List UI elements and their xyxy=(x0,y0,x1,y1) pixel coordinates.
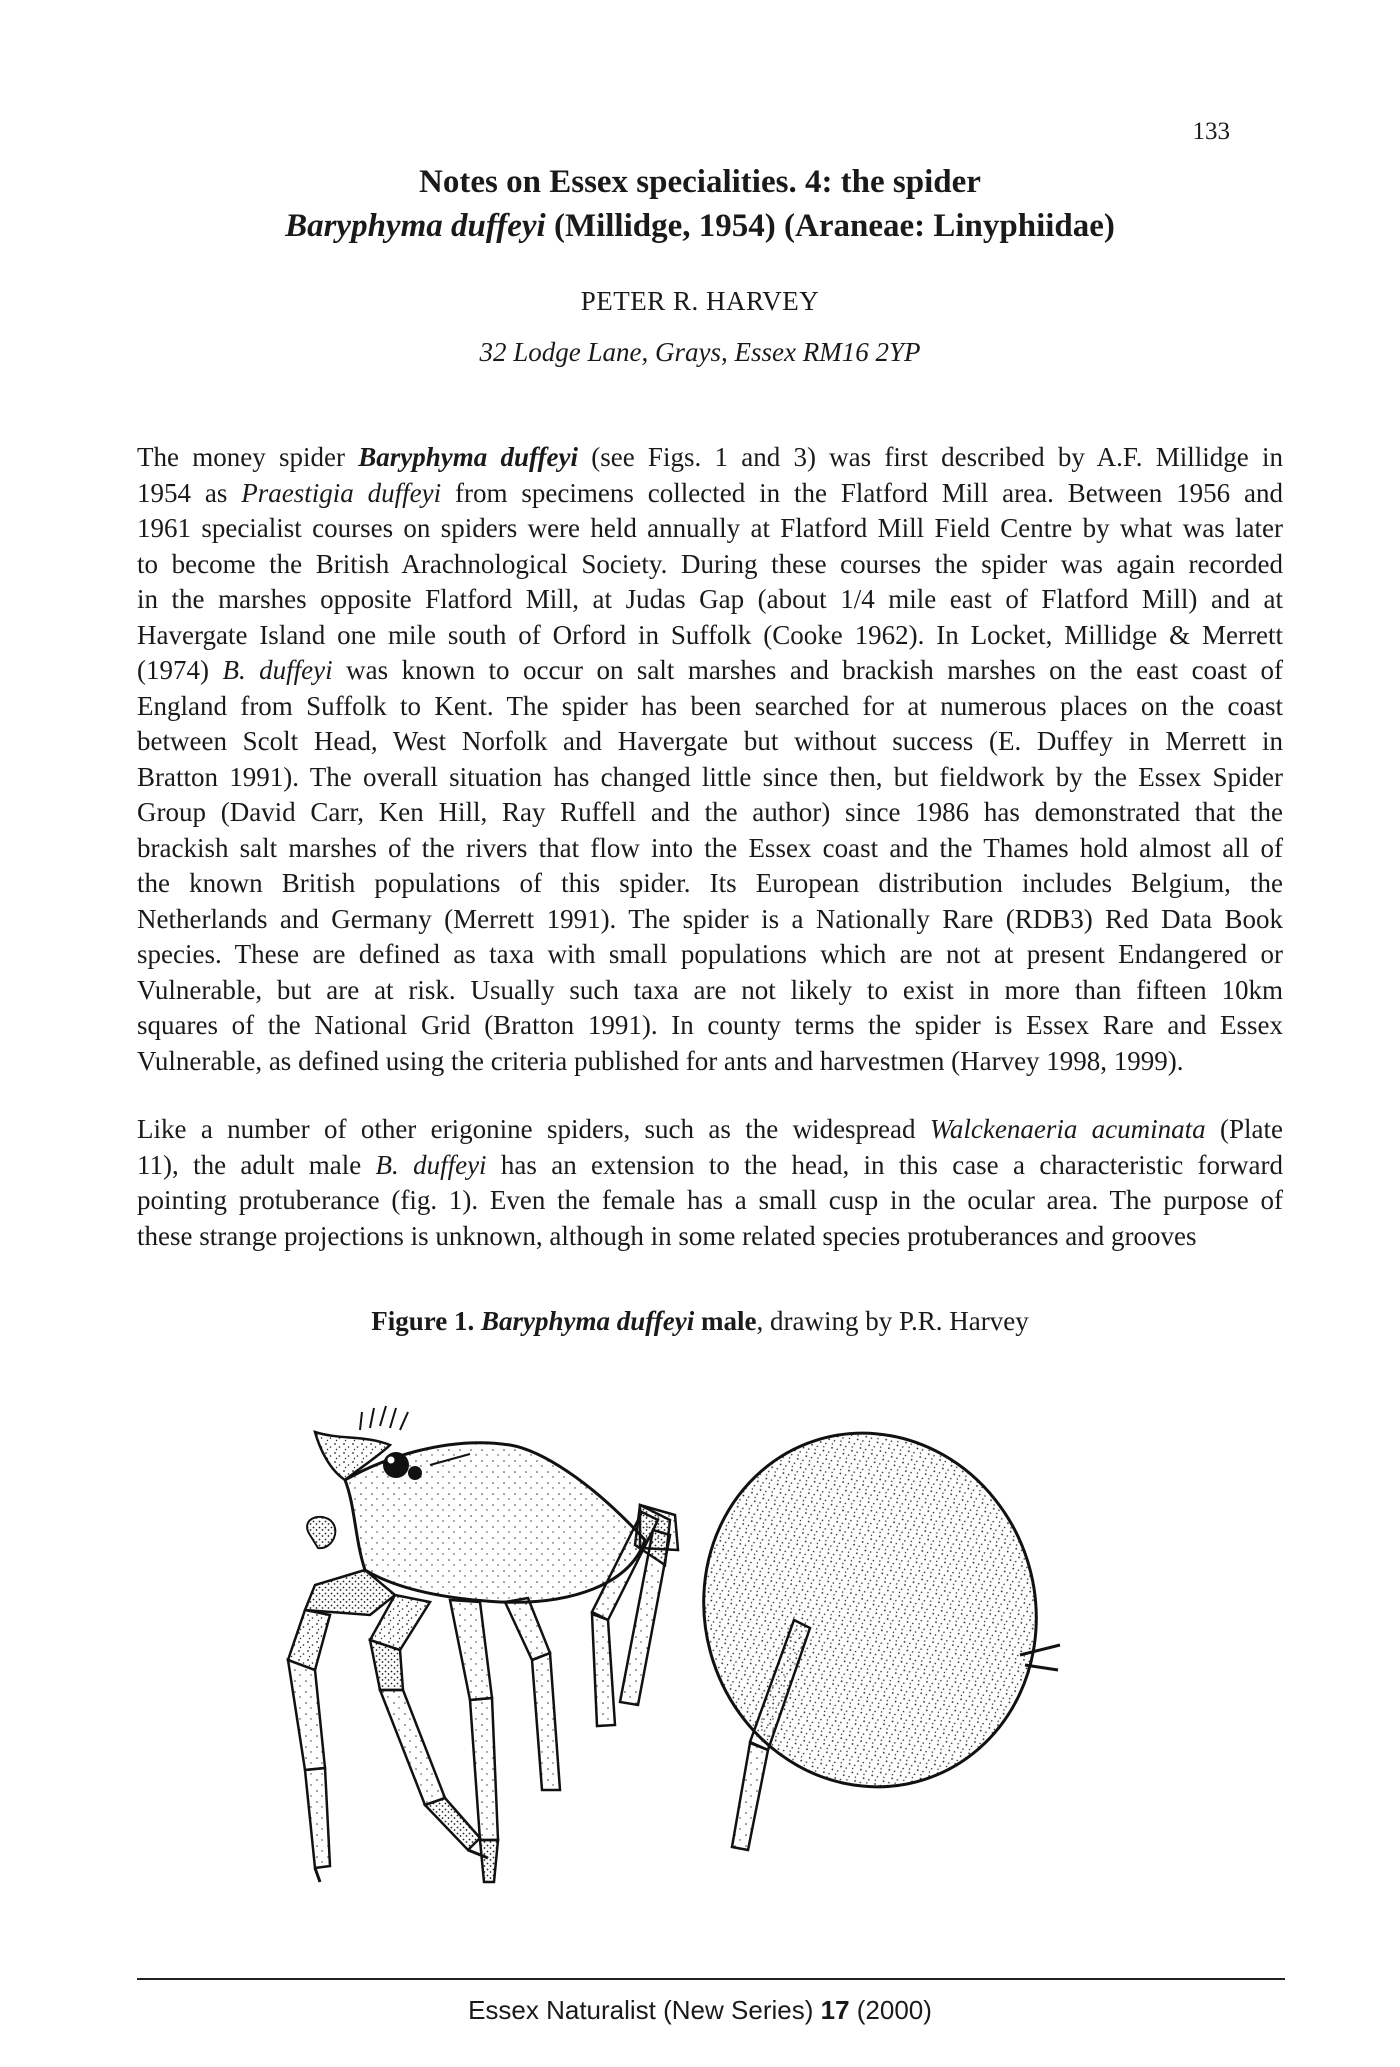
species-name: Baryphyma duffeyi xyxy=(358,442,578,472)
journal-name: Essex Naturalist (New Series) xyxy=(468,1995,821,2025)
text-line xyxy=(137,1148,1283,1184)
title-line-1: Notes on Essex specialities. 4: the spider xyxy=(419,164,981,200)
page-number: 133 xyxy=(1192,118,1230,145)
title-line-2 xyxy=(0,204,1400,248)
text-line xyxy=(137,1112,1283,1148)
spider-illustration xyxy=(270,1370,1170,1910)
species-name: Praestigia duffeyi xyxy=(241,477,442,508)
text-segment: Vulnerable, but are at risk. Usually such taxa are not likely to exist in more than fifteen 10km xyxy=(137,974,1283,1005)
title-authority: (Millidge, 1954) (Araneae: Linyphiidae) xyxy=(545,208,1115,244)
text-line xyxy=(137,724,1283,760)
caption-sex: male xyxy=(694,1306,757,1336)
text-line xyxy=(137,1008,1283,1044)
text-line xyxy=(137,582,1283,618)
text-segment: Vulnerable, as defined using the criteria published for ants and harvestmen (Harvey 1998, 1999). xyxy=(137,1045,1184,1076)
article-header xyxy=(0,160,1400,368)
caption-species: Baryphyma duffeyi xyxy=(481,1306,695,1336)
text-segment: The money spider xyxy=(137,442,359,472)
author-address: 32 Lodge Lane, Grays, Essex RM16 2YP xyxy=(479,337,921,367)
text-segment: England from Suffolk to Kent. The spider has been searched for at numerous places on the coast xyxy=(137,690,1283,721)
caption-label: Figure 1. xyxy=(371,1306,475,1336)
text-segment: 11), the adult male xyxy=(137,1149,376,1180)
text-segment: Netherlands and Germany (Merrett 1991). The spider is a Nationally Rare (RDB3) Red Data Book xyxy=(137,903,1283,934)
text-segment: in the marshes opposite Flatford Mill, at Judas Gap (about 1/4 mile east of Flatford Mill) and at xyxy=(137,584,1283,614)
text-segment: 1954 as xyxy=(137,477,242,508)
journal-year: (2000) xyxy=(849,1995,932,2025)
text-segment: (Plate xyxy=(1205,1114,1283,1144)
text-segment: Group (David Carr, Ken Hill, Ray Ruffell and the author) since 1986 has demonstrated that the xyxy=(137,797,1283,827)
text-line xyxy=(137,902,1283,938)
text-line xyxy=(137,440,1283,476)
text-segment: from specimens collected in the Flatford Mill area. Between 1956 and xyxy=(441,477,1284,508)
text-line xyxy=(137,795,1283,831)
text-line xyxy=(137,831,1283,867)
species-name: Walckenaeria acuminata xyxy=(929,1114,1206,1144)
text-segment: brackish salt marshes of the rivers that flow into the Essex coast and the Thames hold almost all of xyxy=(137,832,1283,863)
text-line xyxy=(137,760,1283,796)
journal-volume: 17 xyxy=(820,1995,850,2025)
text-line xyxy=(137,1183,1283,1219)
text-line xyxy=(137,1219,1283,1255)
text-segment: has an extension to the head, in this case a characteristic forward xyxy=(486,1149,1284,1180)
text-line xyxy=(137,618,1283,654)
species-name: B. duffeyi xyxy=(222,655,333,685)
text-segment: to become the British Arachnological Society. During these courses the spider was again recorded xyxy=(137,548,1283,579)
text-segment: Bratton 1991). The overall situation has changed little since then, but fieldwork by the Essex Spider xyxy=(137,761,1283,792)
paragraph-2 xyxy=(137,1112,1283,1254)
text-segment: (see Figs. 1 and 3) was first described by A.F. Millidge in xyxy=(577,442,1283,472)
text-segment: between Scolt Head, West Norfolk and Havergate but without success (E. Duffey in Merrett in xyxy=(137,726,1283,756)
text-line xyxy=(137,689,1283,725)
spider-abdomen xyxy=(658,1390,1082,1831)
figure-caption xyxy=(0,1306,1400,1337)
journal-footer xyxy=(0,1995,1400,2026)
text-line xyxy=(137,937,1283,973)
text-segment: the known British populations of this spider. Its European distribution includes Belgium, the xyxy=(137,868,1283,898)
text-segment: Havergate Island one mile south of Orford in Suffolk (Cooke 1962). In Locket, Millidge & Merrett xyxy=(137,619,1283,650)
text-segment: species. These are defined as taxa with small populations which are not at present Endangered or xyxy=(137,939,1283,969)
text-segment: Like a number of other erigonine spiders, such as the widespread xyxy=(137,1114,930,1144)
text-line xyxy=(137,866,1283,902)
caption-credit: , drawing by P.R. Harvey xyxy=(756,1306,1029,1336)
title-species: Baryphyma duffeyi xyxy=(285,208,546,244)
text-segment: was known to occur on salt marshes and brackish marshes on the east coast of xyxy=(332,655,1284,685)
text-line xyxy=(137,547,1283,583)
text-segment: squares of the National Grid (Bratton 1991). In county terms the spider is Essex Rare and Essex xyxy=(137,1010,1283,1040)
text-line xyxy=(137,1044,1283,1080)
text-line xyxy=(137,653,1283,689)
spider-front-legs xyxy=(288,1570,560,1882)
text-segment: pointing protuberance (fig. 1). Even the female has a small cusp in the ocular area. The purpose of xyxy=(137,1185,1283,1215)
footer-rule xyxy=(137,1978,1285,1980)
text-line xyxy=(137,511,1283,547)
paragraph-1 xyxy=(137,440,1283,1079)
text-line xyxy=(137,476,1283,512)
author-name: PETER R. HARVEY xyxy=(580,286,820,316)
text-segment: 1961 specialist courses on spiders were held annually at Flatford Mill Field Centre by what was later xyxy=(137,513,1283,543)
text-segment: (1974) xyxy=(137,655,223,685)
text-segment: these strange projections is unknown, although in some related species protuberances and grooves xyxy=(137,1220,1197,1251)
species-name: B. duffeyi xyxy=(375,1149,487,1180)
text-line xyxy=(137,973,1283,1009)
